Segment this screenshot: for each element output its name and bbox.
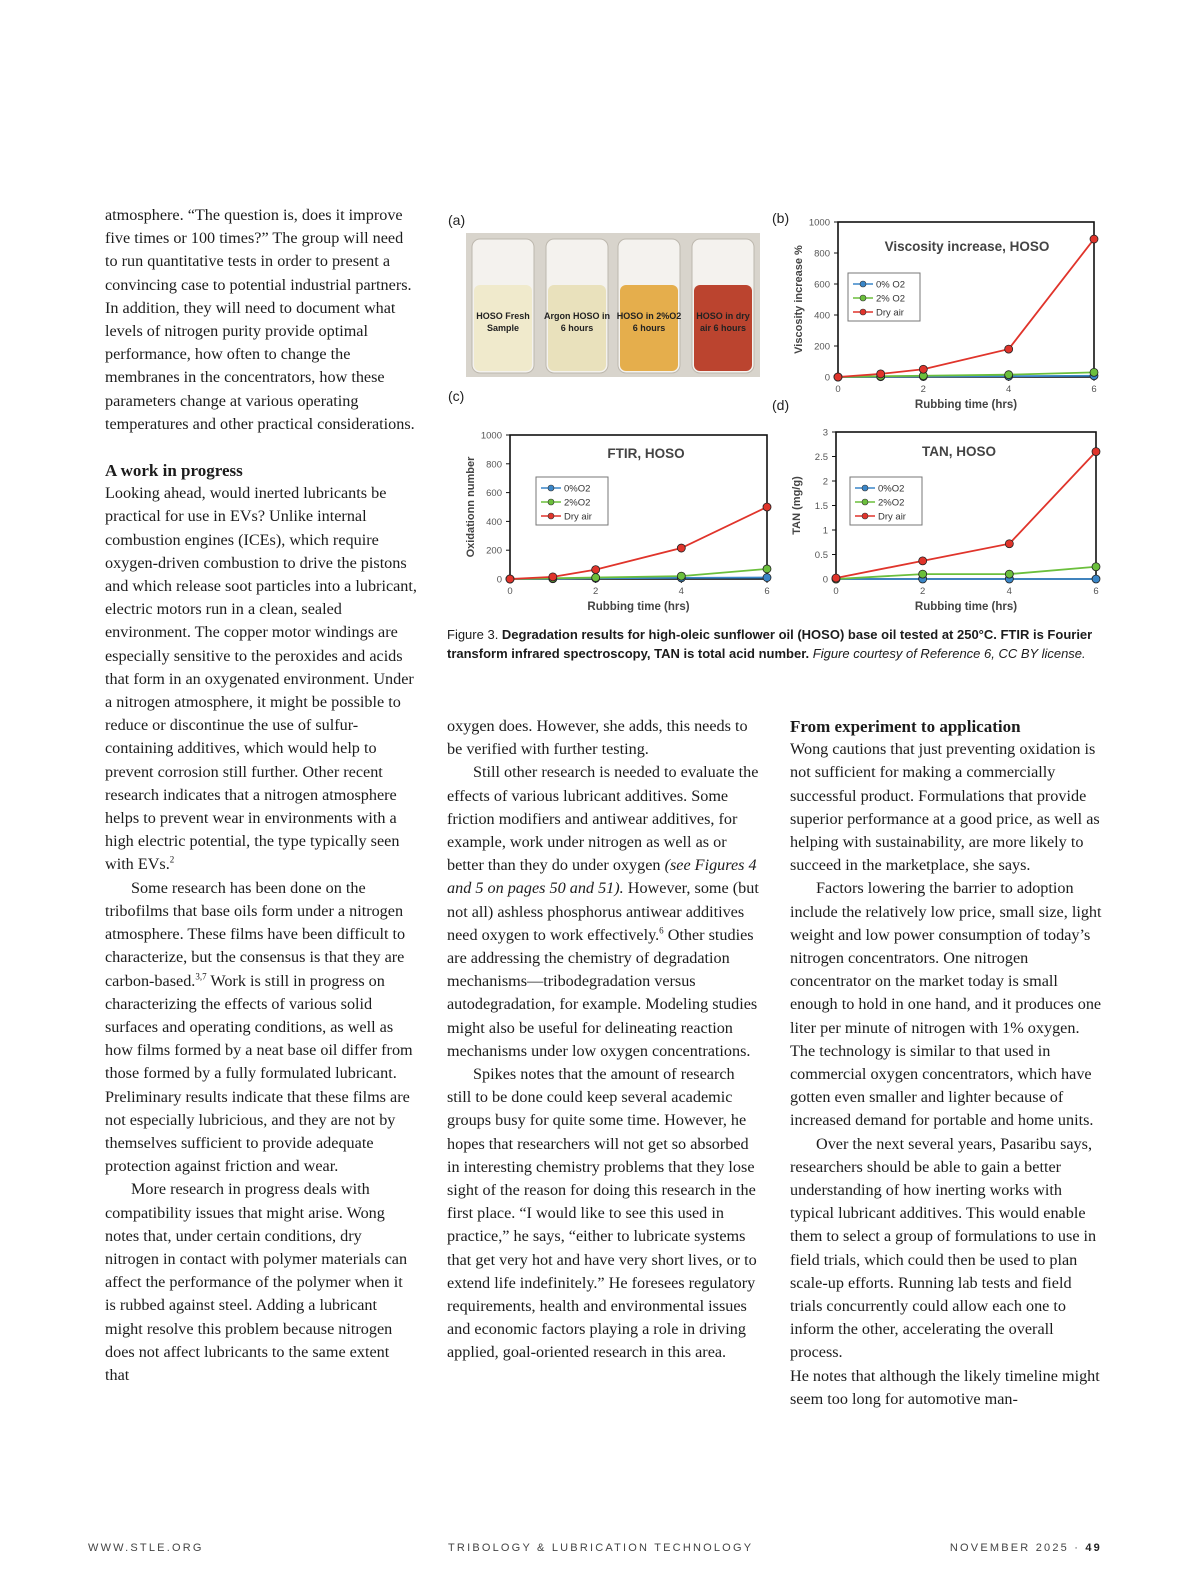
data-point <box>677 544 685 552</box>
y-tick-label: 1 <box>822 525 828 537</box>
page-number: 49 <box>1085 1542 1102 1554</box>
legend-swatch-marker <box>860 309 866 315</box>
x-tick-label: 4 <box>1006 384 1012 395</box>
panel-label-c: (c) <box>448 388 465 404</box>
text-run: Looking ahead, would inerted lubricants be practical for use in EVs? Unlike internal combustion engines (ICEs), which require oxygen-driven combustion to drive the pistons and which release soot particles into a lubricant, electric motors run in a clean, sealed environment. The copper motor windings are especially sensitive to the peroxides and acids that form in an oxygenated environment. Under a nitrogen atmosphere, it might be possible to reduce or discontinue the use of sulfur-containing additives, which would help to prevent corrosion still further. Other recent research indicates that a nitrogen atmosphere helps to prevent wear in environments with a high electric potential, the type typically seen with EVs. <box>105 484 417 874</box>
panel-label-b: (b) <box>772 210 790 226</box>
data-point <box>919 570 927 578</box>
data-point <box>763 574 771 582</box>
legend-swatch-marker <box>860 295 866 301</box>
paragraph: Spikes notes that the amount of research still to be done could keep several academic groups busy for quite some time. However, he hopes that researchers will not get so absorbed in interesting chemistry problems that they lose sight of the reason for doing this research in the first place. “I would like to see this used in practice,” he says, “either to lubricate systems that get very hot and have very short lives, or to extend life indefinitely.” He foresees regulatory requirements, health and environmental issues and economic factors playing a role in driving applied, goal-oriented research in this area. <box>447 1065 757 1362</box>
vial-label: HOSO in dry <box>696 311 750 321</box>
data-point <box>832 574 840 582</box>
panel-label-a: (a) <box>448 212 466 228</box>
figure-3 <box>440 205 1110 620</box>
figure-caption <box>447 625 1097 663</box>
x-tick-label: 6 <box>1091 384 1097 395</box>
legend-swatch-marker <box>548 499 554 505</box>
legend-label: 2%O2 <box>564 497 591 509</box>
column-3 <box>790 715 1102 1411</box>
y-tick-label: 2 <box>822 476 828 488</box>
chart-ftir <box>465 431 771 614</box>
text-run: Work is still in progress on characterizing the effects of various solid surfaces and operating conditions, as well as how films formed by a neat base oil differ from those formed by a fully formulated lubricant. Preliminary results indicate that these films are not especially lubricious, and they are not by themselves sufficient to provide adequate protection against friction and wear. <box>105 971 413 1176</box>
section-heading: A work in progress <box>105 461 243 481</box>
x-tick-label: 4 <box>1006 586 1012 597</box>
y-axis-label: TAN (mg/g) <box>791 476 803 535</box>
footnote-ref: 6 <box>659 925 664 936</box>
data-point <box>834 373 842 381</box>
footnote-ref: 2 <box>169 855 175 866</box>
paragraph <box>105 482 417 876</box>
vial-photo <box>466 233 760 377</box>
caption-bold: Degradation results for high-oleic sunflower oil (HOSO) base oil tested at 250°C. FTIR is Fourier transform infrared spectroscopy, TAN is total acid number. <box>447 627 1093 661</box>
legend-swatch-marker <box>862 485 868 491</box>
footer-website: WWW.STLE.ORG <box>88 1542 204 1554</box>
paragraph: oxygen does. However, she adds, this needs to be verified with further testing. <box>447 717 748 759</box>
text-run: However, some (but not all) ashless phosphorus antiwear additives need oxygen to work effectively. <box>447 879 759 944</box>
x-tick-label: 6 <box>1093 586 1099 597</box>
y-tick-label: 1.5 <box>814 501 828 512</box>
data-point <box>919 557 927 565</box>
figure-reference: (see Figures 4 and 5 on pages 50 and 51). <box>447 856 757 898</box>
x-tick-label: 0 <box>507 586 513 597</box>
y-tick-label: 600 <box>814 279 830 291</box>
paragraph: Wong cautions that just preventing oxidation is not sufficient for making a commercially successful product. Formulations that provide superior performance at a good price, as well as helping with sustainability, are more likely to succeed in the marketplace, she says. <box>790 740 1100 875</box>
footer-publication: TRIBOLOGY & LUBRICATION TECHNOLOGY <box>448 1542 754 1554</box>
chart-title: FTIR, HOSO <box>607 446 685 461</box>
x-tick-label: 2 <box>593 586 599 597</box>
data-point <box>592 574 600 582</box>
x-axis-label: Rubbing time (hrs) <box>587 601 690 613</box>
y-tick-label: 200 <box>486 545 502 557</box>
chart-tan <box>791 428 1100 614</box>
y-tick-label: 2.5 <box>814 452 828 463</box>
vial-label: 6 hours <box>560 323 594 333</box>
y-axis-label: Oxidationn number <box>465 456 477 558</box>
chart-title: TAN, HOSO <box>922 444 996 459</box>
x-tick-label: 6 <box>764 586 770 597</box>
y-tick-label: 0 <box>496 574 502 586</box>
vial-label: 6 hours <box>632 323 666 333</box>
data-point <box>763 503 771 511</box>
paragraph: Over the next several years, Pasaribu says, researchers should be able to gain a better understanding of how inerting works with typical lubricant additives. This would enable them to select a group of formulations to use in field trials, which could then be used to plan scale-up efforts. Running lab tests and field trials concurrently could allow each one to inform the other, accelerating the overall process. <box>790 1134 1097 1362</box>
vial-label: air 6 hours <box>699 323 747 333</box>
data-point <box>1092 575 1100 583</box>
paragraph: atmosphere. “The question is, does it improve five times or 100 times?” The group will need to run quantitative tests in order to present a convincing case to potential industrial partners. In addition, they will need to document what levels of nitrogen purity provide optimal performance, how often to change the membranes in the concentrators, how these parameters change at various operating temperatures and other practical considerations. <box>105 206 415 433</box>
caption-credit: Figure courtesy of Reference 6, CC BY license. <box>809 646 1086 661</box>
legend-swatch-marker <box>548 485 554 491</box>
data-point <box>1092 563 1100 571</box>
legend-label: 0%O2 <box>878 483 905 495</box>
panel-label-d: (d) <box>772 397 790 413</box>
data-point <box>1092 448 1100 456</box>
y-tick-label: 0 <box>824 372 830 384</box>
y-tick-label: 3 <box>822 427 828 439</box>
x-tick-label: 2 <box>920 384 926 395</box>
footer-date-page <box>950 1542 1102 1554</box>
paragraph: Factors lowering the barrier to adoption include the relatively low price, small size, light weight and low power consumption of today’s nitrogen concentrators. One nitrogen concentrator on the market today is small enough to hold in one hand, and it produces one liter per minute of nitrogen with 1% oxygen. The technology is similar to that used in commercial oxygen concentrators, which have gotten even smaller and lighter because of increased demand for portable and home units. <box>790 879 1102 1130</box>
legend-swatch-marker <box>548 513 554 519</box>
y-tick-label: 400 <box>486 516 502 528</box>
vial-label: Sample <box>486 323 520 333</box>
y-tick-label: 800 <box>814 248 830 260</box>
legend-swatch-marker <box>862 499 868 505</box>
footer-date: NOVEMBER 2025 · <box>949 1542 1086 1554</box>
legend-label: 0%O2 <box>564 483 591 495</box>
data-point <box>1005 345 1013 353</box>
x-tick-label: 2 <box>920 586 926 597</box>
y-tick-label: 1000 <box>808 217 830 229</box>
data-point <box>1005 540 1013 548</box>
data-point <box>877 370 885 378</box>
column-1 <box>105 204 417 1387</box>
data-point <box>1005 371 1013 379</box>
vial-label: HOSO Fresh <box>476 311 530 321</box>
y-tick-label: 400 <box>814 310 830 322</box>
text-run: Some research has been done on the tribofilms that base oils form under a nitrogen atmosphere. These films have been difficult to characterize, but the consensus is that they are carbon-based. <box>105 878 406 990</box>
legend-label: Dry air <box>876 307 904 319</box>
legend-swatch-marker <box>862 513 868 519</box>
data-point <box>677 572 685 580</box>
chart-title: Viscosity increase, HOSO <box>884 239 1050 254</box>
y-tick-label: 800 <box>486 459 502 471</box>
data-point <box>919 365 927 373</box>
series-line <box>836 567 1096 579</box>
text-run: Still other research is needed to evaluate the effects of various lubricant additives. Some friction modifiers and antiwear additives, for example, work under nitrogen as well as or better than they do under oxygen <box>447 763 759 875</box>
section-heading: From experiment to application <box>790 717 1021 736</box>
y-tick-label: 600 <box>486 488 502 500</box>
legend-label: Dry air <box>878 511 906 523</box>
paragraph: More research in progress deals with compatibility issues that might arise. Wong notes that, under certain conditions, dry nitrogen in contact with polymer materials can affect the performance of the polymer when it is rubbed against steel. Adding a lubricant might resolve this problem because nitrogen does not affect lubricants to the same extent that <box>105 1180 408 1384</box>
paragraph <box>105 877 417 1179</box>
data-point <box>1090 368 1098 376</box>
data-point <box>763 565 771 573</box>
x-tick-label: 4 <box>678 586 684 597</box>
x-axis-label: Rubbing time (hrs) <box>914 399 1018 411</box>
data-point <box>1090 235 1098 243</box>
y-tick-label: 0.5 <box>814 550 828 561</box>
legend-label: 2% O2 <box>876 293 906 305</box>
legend-label: 2%O2 <box>878 497 905 509</box>
data-point <box>1005 570 1013 578</box>
y-tick-label: 0 <box>822 574 828 586</box>
y-tick-label: 1000 <box>480 430 502 442</box>
legend-label: Dry air <box>564 511 592 523</box>
text-run: Other studies are addressing the chemistry of degradation mechanisms—tribodegradation versus autodegradation, for example. Modeling studies might also be useful for delineating reaction mechanisms under low oxygen concentrations. <box>447 925 758 1060</box>
y-axis-label: Viscosity increase % <box>793 245 805 354</box>
caption-label: Figure 3. <box>447 627 502 642</box>
x-tick-label: 0 <box>835 384 841 395</box>
column-2 <box>447 715 759 1365</box>
data-point <box>549 573 557 581</box>
paragraph: He notes that although the likely timeline might seem too long for automotive man- <box>790 1366 1100 1408</box>
x-tick-label: 0 <box>833 586 839 597</box>
footnote-ref: 3,7 <box>195 971 207 982</box>
paragraph <box>447 761 759 1063</box>
x-axis-label: Rubbing time (hrs) <box>914 601 1018 613</box>
chart-viscosity <box>793 218 1098 412</box>
vial-label: HOSO in 2%O2 <box>616 311 682 321</box>
data-point <box>506 575 514 583</box>
y-tick-label: 200 <box>814 341 830 353</box>
vial-label: Argon HOSO in <box>544 311 610 321</box>
data-point <box>592 566 600 574</box>
legend-swatch-marker <box>860 281 866 287</box>
legend-label: 0% O2 <box>876 279 906 291</box>
